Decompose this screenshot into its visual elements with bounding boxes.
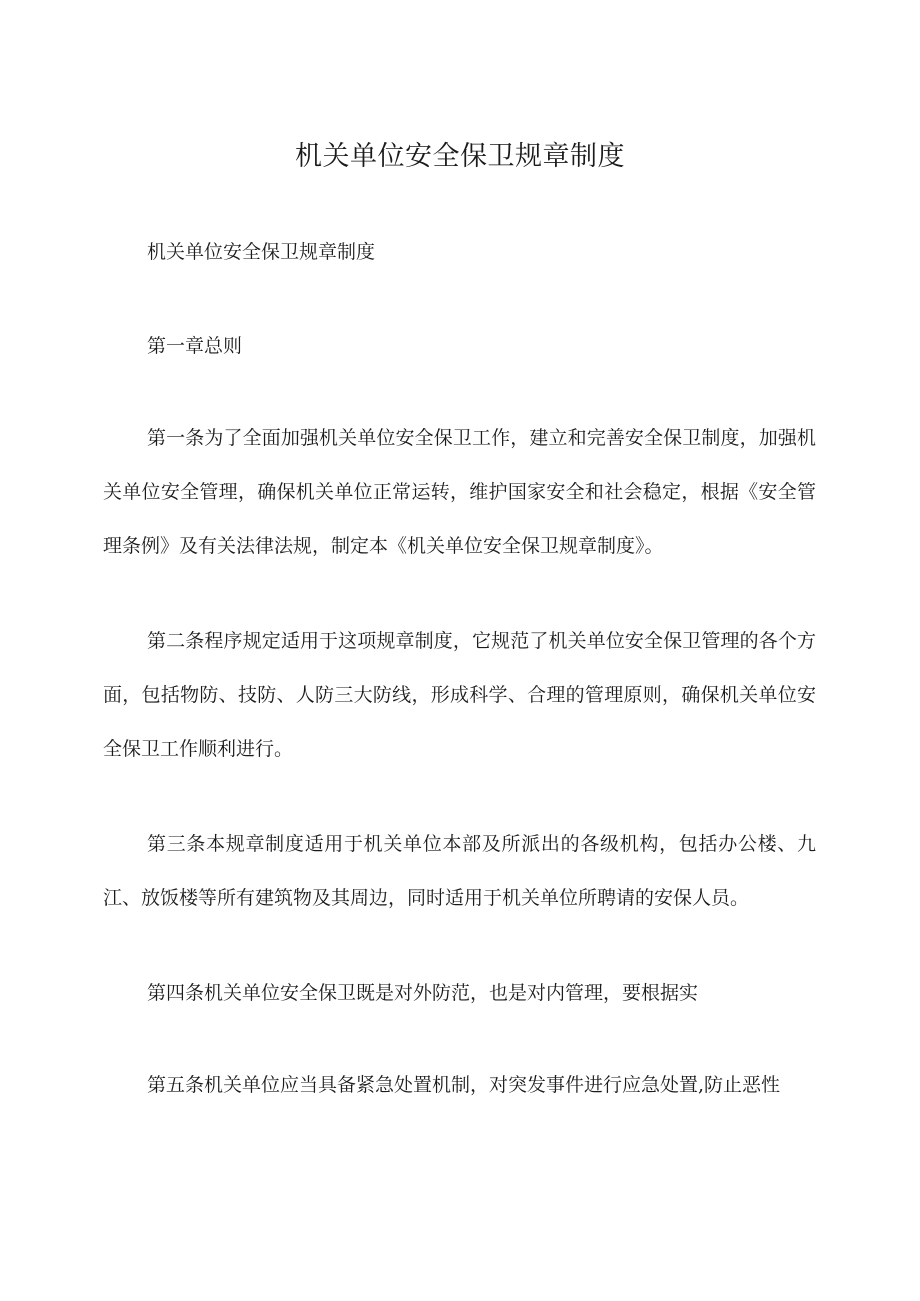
article-4-paragraph: 第四条机关单位安全保卫既是对外防范，也是对内管理，要根据实 <box>147 982 699 1004</box>
document-subtitle: 机关单位安全保卫规章制度 <box>147 241 376 263</box>
article-1-paragraph: 第一条为了全面加强机关单位安全保卫工作，建立和完善安全保卫制度，加强机关单位安全管理，确保机关单位正常运转，维护国家安全和社会稳定，根据《安全管理条例》及有关法律法规，制定本《机关单位安全保卫规章制度》。 <box>103 427 816 557</box>
chapter-heading: 第一章总则 <box>147 335 243 357</box>
article-5-paragraph: 第五条机关单位应当具备紧急处置机制，对突发事件进行应急处置,防止恶性 <box>147 1074 781 1096</box>
article-2-paragraph: 第二条程序规定适用于这项规章制度，它规范了机关单位安全保卫管理的各个方面，包括物防、技防、人防三大防线，形成科学、合理的管理原则，确保机关单位安全保卫工作顺利进行。 <box>103 630 816 760</box>
document-title: 机关单位安全保卫规章制度 <box>295 141 625 172</box>
article-3-paragraph: 第三条本规章制度适用于机关单位本部及所派出的各级机构，包括办公楼、九江、放饭楼等所有建筑物及其周边，同时适用于机关单位所聘请的安保人员。 <box>103 833 816 909</box>
